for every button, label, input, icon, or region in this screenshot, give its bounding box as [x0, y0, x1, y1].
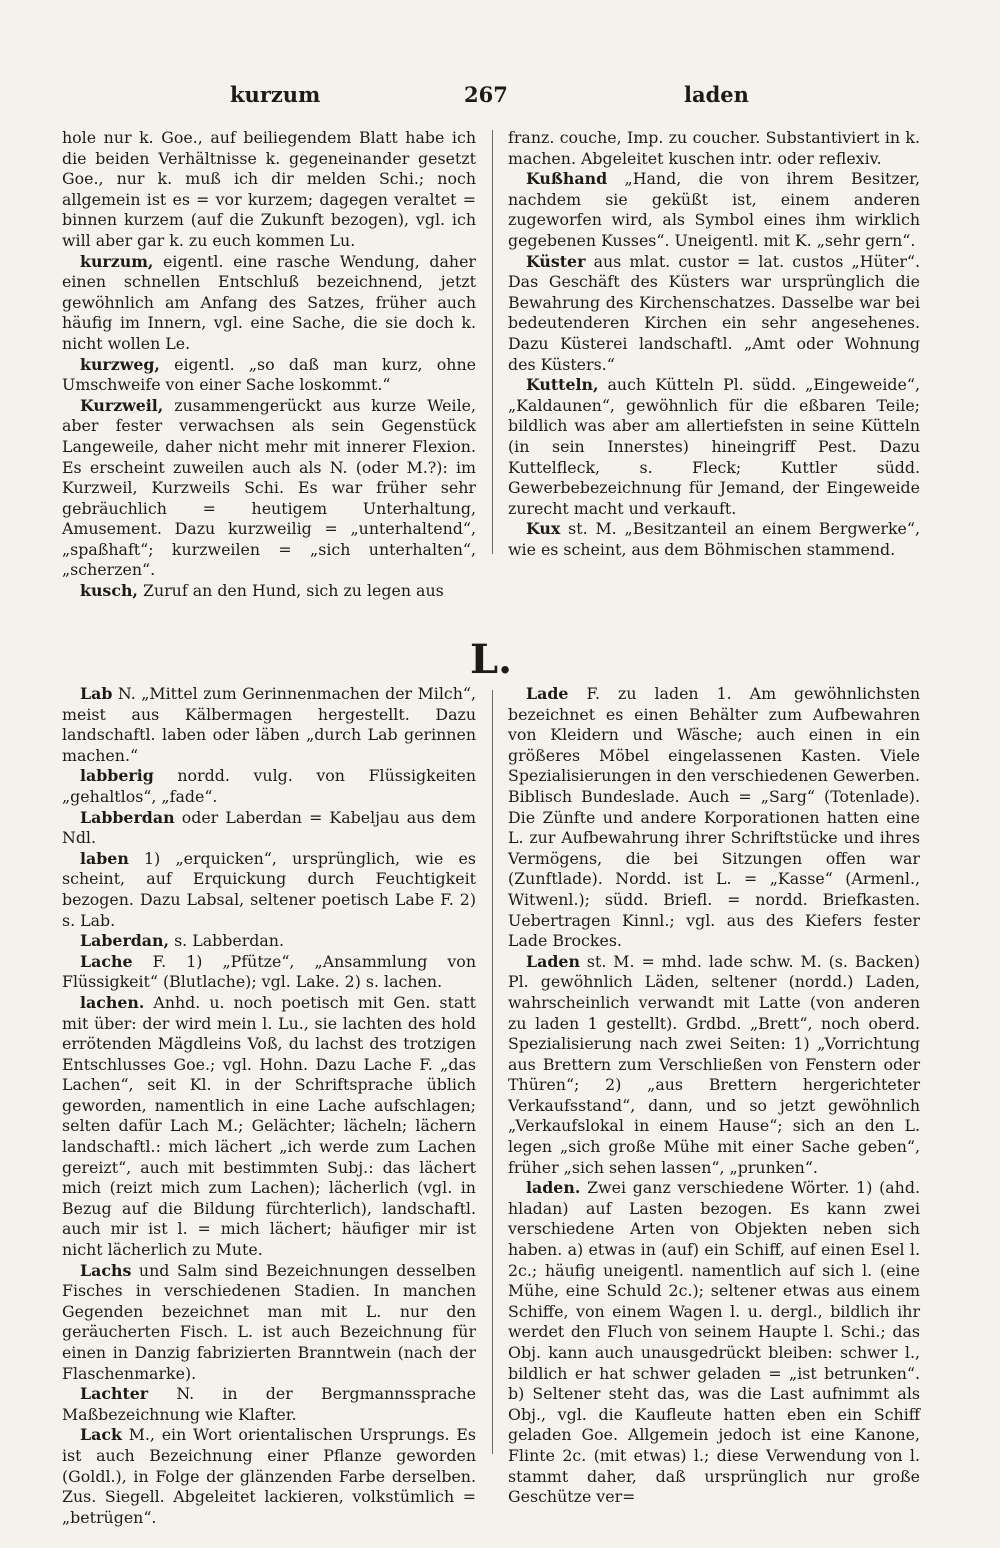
dictionary-entry: Kutteln, auch Kütteln Pl. südd. „Eingeweide“, „Kaldaunen“, gewöhnlich für die eßbaren Teile; bildlich was aber am allertiefsten in seine Kütteln (in sein Innerstes) hineingriff Pest. Dazu Kuttelfleck, s. Fleck; Kuttler südd. Gewerbebezeichnung für Jemand, der Eingeweide zurecht macht und verkauft. [508, 375, 920, 518]
dictionary-entry: laben 1) „erquicken“, ursprünglich, wie es scheint, auf Erquickung durch Feuchtigkeit bezogen. Dazu Labsal, seltener poetisch Labe F. 2) s. Lab. [62, 848, 476, 930]
entry-headword: Lack [80, 1425, 122, 1445]
entry-headword: kusch, [80, 581, 138, 601]
column-bottom-left [62, 684, 476, 1528]
dictionary-entry: Labberdan oder Laberdan = Kabeljau aus dem Ndl. [62, 807, 476, 848]
entry-headword: Labberdan [80, 807, 175, 827]
column-bottom-right [508, 684, 920, 1508]
entry-headword: kurzweg, [80, 354, 160, 374]
entry-headword: Laden [526, 951, 580, 971]
dictionary-entry: Laberdan, s. Labberdan. [80, 931, 284, 951]
dictionary-entry: Laden st. M. = mhd. lade schw. M. (s. Backen) Pl. gewöhnlich Läden, seltener (nordd.) Laden, wahrscheinlich verwandt mit Latte (von anderen zu laden 1 gestellt). Grdbd. „Brett“, noch oberd. Spezialisierung nach zwei Seiten: 1) „Vorrichtung aus Brettern zum Verschließen von Fenstern oder Thüren“; 2) „aus Brettern hergerichteter Verkaufsstand“, dann, und so jetzt gewöhnlich „Verkaufslokal in einem Hause“; sich an den L. legen „sich große Mühe mit einer Sache geben“, früher „sich sehen lassen“, „prunken“. [508, 951, 920, 1177]
entry-headword: Lachter [80, 1384, 149, 1404]
page-number: 267 [464, 82, 508, 107]
dictionary-entry: laden. Zwei ganz verschiedene Wörter. 1) (ahd. hladan) auf Lasten bezogen. Es kann zwei verschiedene Arten von Objekten neben sich haben. a) etwas in (auf) ein Schiff, auf einen Esel l. 2c.; häufig uneigentl. namentlich auf sich l. (eine Mühe, eine Schuld 2c.); seltener etwas aus einem Schiffe, von einem Wagen l. u. dergl., bildlich ihr werdet den Fluch von seinem Haupte l. Schi.; das Obj. kann auch unausgedrückt bleiben: schwer l., bildlich er hat schwer geladen = „ist betrunken“. b) Seltener steht das, was die Last aufnimmt als Obj., vgl. die Kaufleute hatten eben ein Schiff geladen Goe. Allgemein jedoch ist eine Kanone, Flinte 2c. (mit etwas) l.; diese Verwendung von l. stammt daher, daß ursprünglich nur große Geschütze ver= [508, 1178, 920, 1507]
dictionary-entry: kurzweg, eigentl. „so daß man kurz, ohne Umschweife von einer Sache loskommt.“ [62, 354, 476, 395]
dictionary-entry: kurzum, eigentl. eine rasche Wendung, daher einen schnellen Entschluß bezeichnend, jetzt gewöhnlich am Anfang des Satzes, früher auch häufig im Innern, vgl. eine Sache, die sie doch k. nicht wollen Le. [62, 251, 476, 353]
dictionary-entry: kusch, Zuruf an den Hund, sich zu legen aus [80, 581, 444, 601]
dictionary-entry: lachen. Anhd. u. noch poetisch mit Gen. statt mit über: der wird mein l. Lu., sie lachten des hold errötenden Mägdleins Voß, du lachst des trotzigen Entschlusses Goe.; vgl. Hohn. Dazu Lache F. „das Lachen“, seit Kl. in der Schriftsprache üblich geworden, namentlich in eine Lache aufschlagen; selten dafür Lach M.; Gelächter; lächeln; lächern landschaftl.: mich lächert „ich werde zum Lachen gereizt“, auch mit bestimmten Subj.: das lächert mich (reizt mich zum Lachen); lächerlich (vgl. in Bezug auf die Bildung fürchterlich), landschaftl. auch mir ist l. = mich lächert; häufiger mir ist nicht lächerlich zu Mute. [62, 992, 476, 1260]
section-letter: L. [470, 636, 513, 683]
entry-headword: lachen. [80, 992, 145, 1012]
entry-headword: Lachs [80, 1260, 132, 1280]
entry-headword: Kux [526, 519, 561, 539]
entry-headword: Lache [80, 951, 133, 971]
running-header [62, 82, 942, 116]
dictionary-entry: labberig nordd. vulg. von Flüssigkeiten „gehaltlos“, „fade“. [62, 766, 476, 806]
header-right-keyword: laden [684, 82, 749, 107]
column-divider [492, 130, 493, 554]
dictionary-entry: Lachter N. in der Bergmannssprache Maßbezeichnung wie Klafter. [62, 1384, 476, 1424]
dictionary-entry: Lab N. „Mittel zum Gerinnenmachen der Milch“, meist aus Kälbermagen hergestellt. Dazu landschaftl. laben oder läben „durch Lab gerinnen machen.“ [62, 684, 476, 765]
dictionary-entry: Küster aus mlat. custor = lat. custos „Hüter“. Das Geschäft des Küsters war ursprünglich die Bewahrung des Kirchenschatzes. Dasselbe war bei bedeutenderen Kirchen ein sehr angesehenes. Dazu Küsterei landschaftl. „Amt oder Wohnung des Küsters.“ [508, 251, 920, 374]
entry-headword: laden. [526, 1178, 581, 1198]
dictionary-entry: Lack M., ein Wort orientalischen Ursprungs. Es ist auch Bezeichnung einer Pflanze geworden (Goldl.), in Folge der glänzenden Farbe derselben. Zus. Siegell. Abgeleitet lackieren, volkstümlich = „betrügen“. [62, 1425, 476, 1527]
dictionary-entry: Lache F. 1) „Pfütze“, „Ansammlung von Flüssigkeit“ (Blutlache); vgl. Lake. 2) s. lachen. [62, 951, 476, 992]
entry-headword: Laberdan, [80, 931, 170, 951]
column-top-right [508, 128, 920, 560]
entry-headword: laben [80, 848, 129, 868]
header-left-keyword: kurzum [230, 82, 321, 107]
entry-headword: Küster [526, 251, 586, 271]
entry-headword: Lade [526, 684, 569, 703]
column-top-left [62, 128, 476, 602]
column-divider [492, 690, 493, 1454]
entry-headword: labberig [80, 766, 154, 786]
entry-headword: Lab [80, 684, 113, 703]
dictionary-entry: Kußhand „Hand, die von ihrem Besitzer, nachdem sie geküßt ist, einem anderen zugeworfen wird, als Symbol eines ihm wirklich gegebenen Kusses“. Uneigentl. mit K. „sehr gern“. [508, 169, 920, 250]
entry-headword: Kußhand [526, 169, 608, 189]
dictionary-entry: Kux st. M. „Besitzanteil an einem Bergwerke“, wie es scheint, aus dem Böhmischen stammend. [508, 519, 920, 559]
dictionary-entry: Kurzweil, zusammengerückt aus kurze Weile, aber fester verwachsen als sein Gegenstück Langeweile, daher nicht mehr mit innerer Flexion. Es erscheint zuweilen auch als N. (oder M.?): im Kurzweil, Kurzweils Schi. Es war früher sehr gebräuchlich = heutigem Unterhaltung, Amusement. Dazu kurzweilig = „unterhaltend“, „spaßhaft“; kurzweilen = „sich unterhalten“, „scherzen“. [62, 395, 476, 580]
dictionary-entry: Lade F. zu laden 1. Am gewöhnlichsten bezeichnet es einen Behälter zum Aufbewahren von Kleidern und Wäsche; auch einen in ein größeres Möbel eingelassenen Kasten. Viele Spezialisierungen in den verschiedenen Gewerben. Biblisch Bundeslade. Auch = „Sarg“ (Totenlade). Die Zünfte und andere Korporationen hatten eine L. zur Aufbewahrung ihrer Schriftstücke und ihres Vermögens, die bei Sitzungen offen war (Zunftlade). Nordd. ist L. = „Kasse“ (Armenl., Witwenl.); südd. Briefl. = nordd. Briefkasten. Uebertragen Kinnl.; vgl. aus des Kiefers fester Lade Brockes. [508, 684, 920, 951]
entry-headword: Kutteln, [526, 375, 599, 395]
dictionary-entry: Lachs und Salm sind Bezeichnungen desselben Fisches in verschiedenen Stadien. In manchen Gegenden bezeichnet man mit L. nur den geräucherten Fisch. L. ist auch Bezeichnung für einen in Danzig fabrizierten Branntwein (nach der Flaschenmarke). [62, 1260, 476, 1383]
entry-headword: kurzum, [80, 251, 154, 271]
entry-continuation: franz. couche, Imp. zu coucher. Substantiviert in k. machen. Abgeleitet kuschen intr. oder reflexiv. [508, 128, 920, 168]
entry-continuation: hole nur k. Goe., auf beiliegendem Blatt habe ich die beiden Verhältnisse k. gegeneinander gesetzt Goe., nur k. muß ich dir melden Schi.; noch allgemein ist es = vor kurzem; dagegen veraltet = binnen kurzem (auf die Zukunft bezogen), vgl. ich will aber gar k. zu euch kommen Lu. [62, 128, 476, 250]
entry-headword: Kurzweil, [80, 395, 164, 415]
